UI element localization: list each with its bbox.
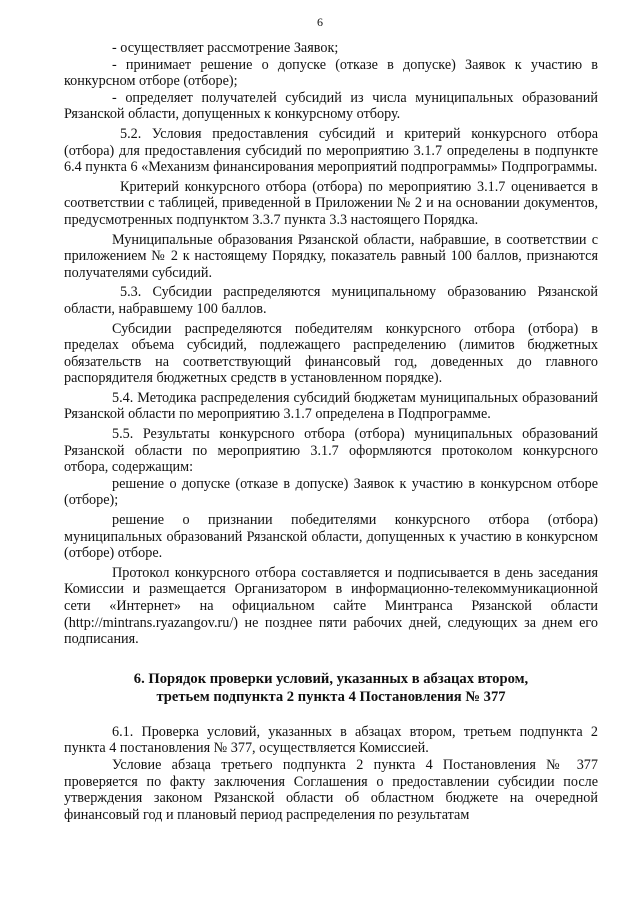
paragraph: 5.5. Результаты конкурсного отбора (отбора) муниципальных образований Рязанской области по мероприятию 3.1.7 оформляются протоколом конкурсного отбора, содержащим:	[64, 426, 598, 476]
paragraph: Субсидии распределяются победителям конкурсного отбора (отбора) в пределах объема субсидий, подлежащего распределению (лимитов бюджетных обязательств на соответствующий финансовый год, доведенных до главного распорядителя бюджетных средств в установленном порядке).	[64, 320, 598, 387]
paragraph: 5.4. Методика распределения субсидий бюджетам муниципальных образований Рязанской области по мероприятию 3.1.7 определена в Подпрограмме.	[64, 389, 598, 423]
page-number: 6	[317, 15, 323, 29]
paragraph: 6.1. Проверка условий, указанных в абзацах втором, третьем подпункта 2 пункта 4 постановления № 377, осуществляется Комиссией.	[64, 723, 598, 757]
paragraph: решение о допуске (отказе в допуске) Заявок к участию в конкурсном отборе (отборе);	[64, 475, 598, 509]
paragraph: - осуществляет рассмотрение Заявок;	[112, 40, 339, 56]
paragraph: решение о признании победителями конкурсного отбора (отбора) муниципальных образований Рязанской области, допущенных к участию в конкурсном (отборе) отборе.	[64, 512, 598, 562]
paragraph: Муниципальные образования Рязанской области, набравшие, в соответствии с приложением № 2 к настоящему Порядку, показатель равный 100 баллов, признаются получателями субсидий.	[64, 231, 598, 281]
section-heading-line2: третьем подпункта 2 пункта 4 Постановления № 377	[156, 688, 506, 705]
document-body	[64, 40, 598, 823]
paragraph: Условие абзаца третьего подпункта 2 пункта 4 Постановления № 377 проверяется по факту заключения Соглашения о предоставлении субсидии после утверждения законом Рязанской области об областном бюджете на очередной финансовый год и плановый период распределения по результатам	[64, 756, 598, 823]
paragraph: - принимает решение о допуске (отказе в допуске) Заявок к участию в конкурсном отборе (отборе);	[64, 56, 598, 90]
paragraph: Критерий конкурсного отбора (отбора) по мероприятию 3.1.7 оценивается в соответствии с таблицей, приведенной в Приложении № 2 и на основании документов, предусмотренных подпунктом 3.3.7 пункта 3.3 настоящего Порядка.	[64, 178, 598, 228]
paragraph: - определяет получателей субсидий из числа муниципальных образований Рязанской области, допущенных к конкурсному отбору.	[64, 89, 598, 123]
paragraph: 5.3. Субсидии распределяются муниципальному образованию Рязанской области, набравшему 100 баллов.	[64, 284, 598, 317]
section-heading-line1: 6. Порядок проверки условий, указанных в абзацах втором,	[133, 670, 529, 687]
section-heading	[64, 670, 598, 706]
paragraph: 5.2. Условия предоставления субсидий и критерий конкурсного отбора (отбора) для предоставления субсидий по мероприятию 3.1.7 определены в подпункте 6.4 пункта 6 «Механизм финансирования мероприятий подпрограммы» Подпрограммы.	[64, 125, 598, 176]
paragraph: Протокол конкурсного отбора составляется и подписывается в день заседания Комиссии и размещается Организатором в информационно-телекоммуникационной сети «Интернет» на официальном сайте Минтранса Рязанской области (http://mintrans.ryazangov.ru/) не позднее пяти рабочих дней, следующих за днем его подписания.	[64, 564, 598, 648]
